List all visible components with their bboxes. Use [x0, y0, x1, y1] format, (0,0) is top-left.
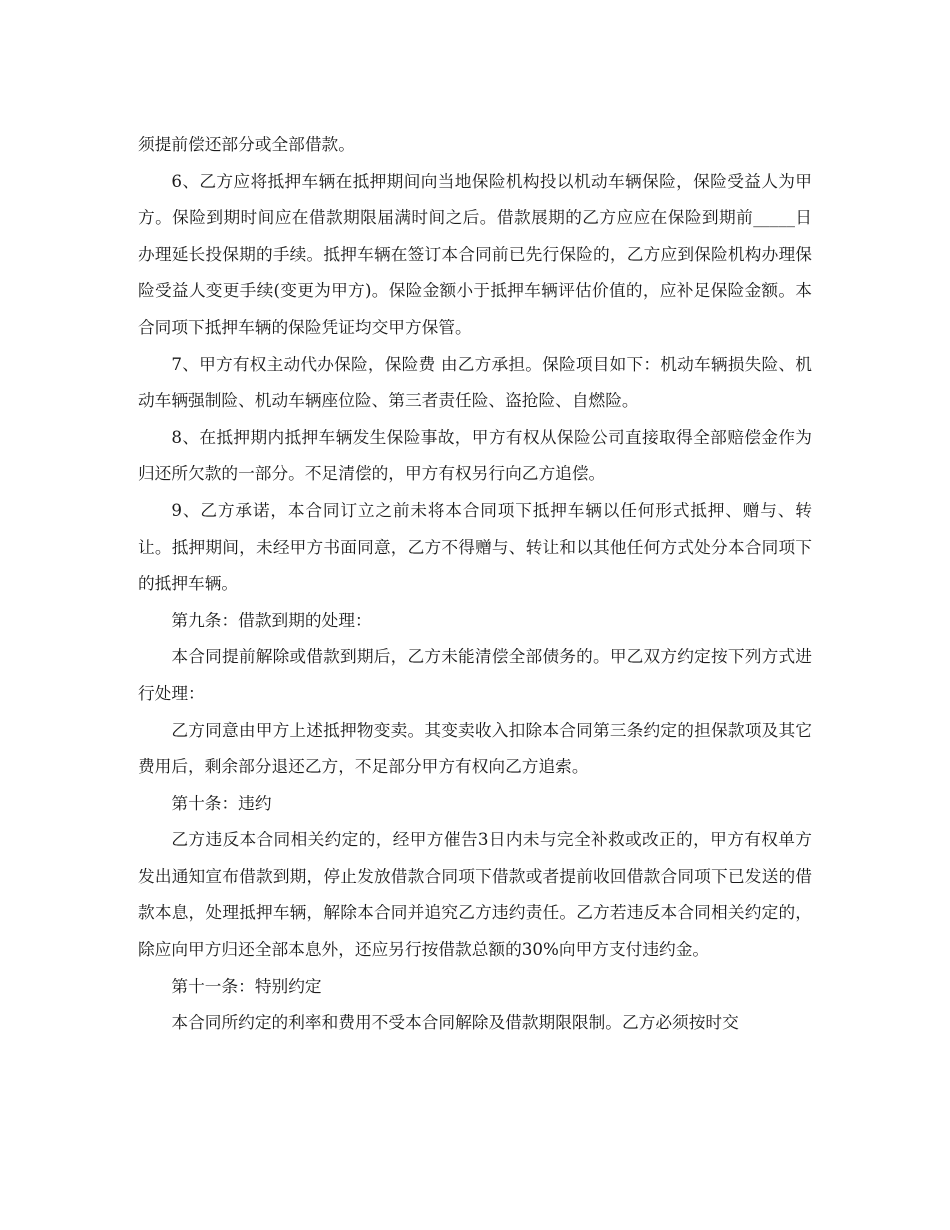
paragraph-clause-9: 9、乙方承诺，本合同订立之前未将本合同项下抵押车辆以任何形式抵押、赠与、转让。抵押期间，未经甲方书面同意，乙方不得赠与、转让和以其他任何方式处分本合同项下的抵押车辆。: [138, 499, 812, 594]
paragraph-clause-8: 8、在抵押期内抵押车辆发生保险事故，甲方有权从保险公司直接取得全部赔偿金作为归还所欠款的一部分。不足清偿的，甲方有权另行向乙方追偿。: [138, 426, 812, 484]
paragraph-continuation: 须提前偿还部分或全部借款。: [138, 134, 355, 154]
paragraph-clause-6: 6、乙方应将抵押车辆在抵押期间向当地保险机构投以机动车辆保险，保险受益人为甲方。保险到期时间应在借款期限届满时间之后。借款展期的乙方应应在保险到期前_____日办理延长投保期的手续。抵押车辆在签订本合同前已先行保险的，乙方应到保险机构办理保险受益人变更手续(变更为甲方)。保险金额小于抵押车辆评估价值的，应补足保险金额。本合同项下抵押车辆的保险凭证均交甲方保管。: [138, 170, 812, 337]
paragraph-article-11-body: 本合同所约定的利率和费用不受本合同解除及借款期限限制。乙方必须按时交: [171, 1012, 739, 1033]
paragraph-article-10-body: 乙方违反本合同相关约定的，经甲方催告3日内未与完全补救或改正的，甲方有权单方发出通知宣布借款到期，停止发放借款合同项下借款或者提前收回借款合同项下已发送的借款本息，处理抵押车辆，解除本合同并追究乙方违约责任。乙方若违反本合同相关约定的，除应向甲方归还全部本息外，还应另行按借款总额的30%向甲方支付违约金。: [138, 829, 812, 960]
paragraph-clause-7: 7、甲方有权主动代办保险，保险费 由乙方承担。保险项目如下：机动车辆损失险、机动车辆强制险、机动车辆座位险、第三者责任险、盗抢险、自燃险。: [138, 353, 812, 411]
paragraph-article-9-method: 乙方同意由甲方上述抵押物变卖。其变卖收入扣除本合同第三条约定的担保款项及其它费用后，剩余部分退还乙方，不足部分甲方有权向乙方追索。: [138, 719, 812, 777]
document-body: [138, 126, 812, 1041]
article-10-heading: 第十条：违约: [171, 792, 272, 813]
paragraph-article-9-body: 本合同提前解除或借款到期后，乙方未能清偿全部债务的。甲乙双方约定按下列方式进行处理：: [138, 646, 812, 703]
article-11-heading: 第十一条：特别约定: [171, 975, 322, 996]
article-9-heading: 第九条：借款到期的处理：: [171, 609, 372, 630]
